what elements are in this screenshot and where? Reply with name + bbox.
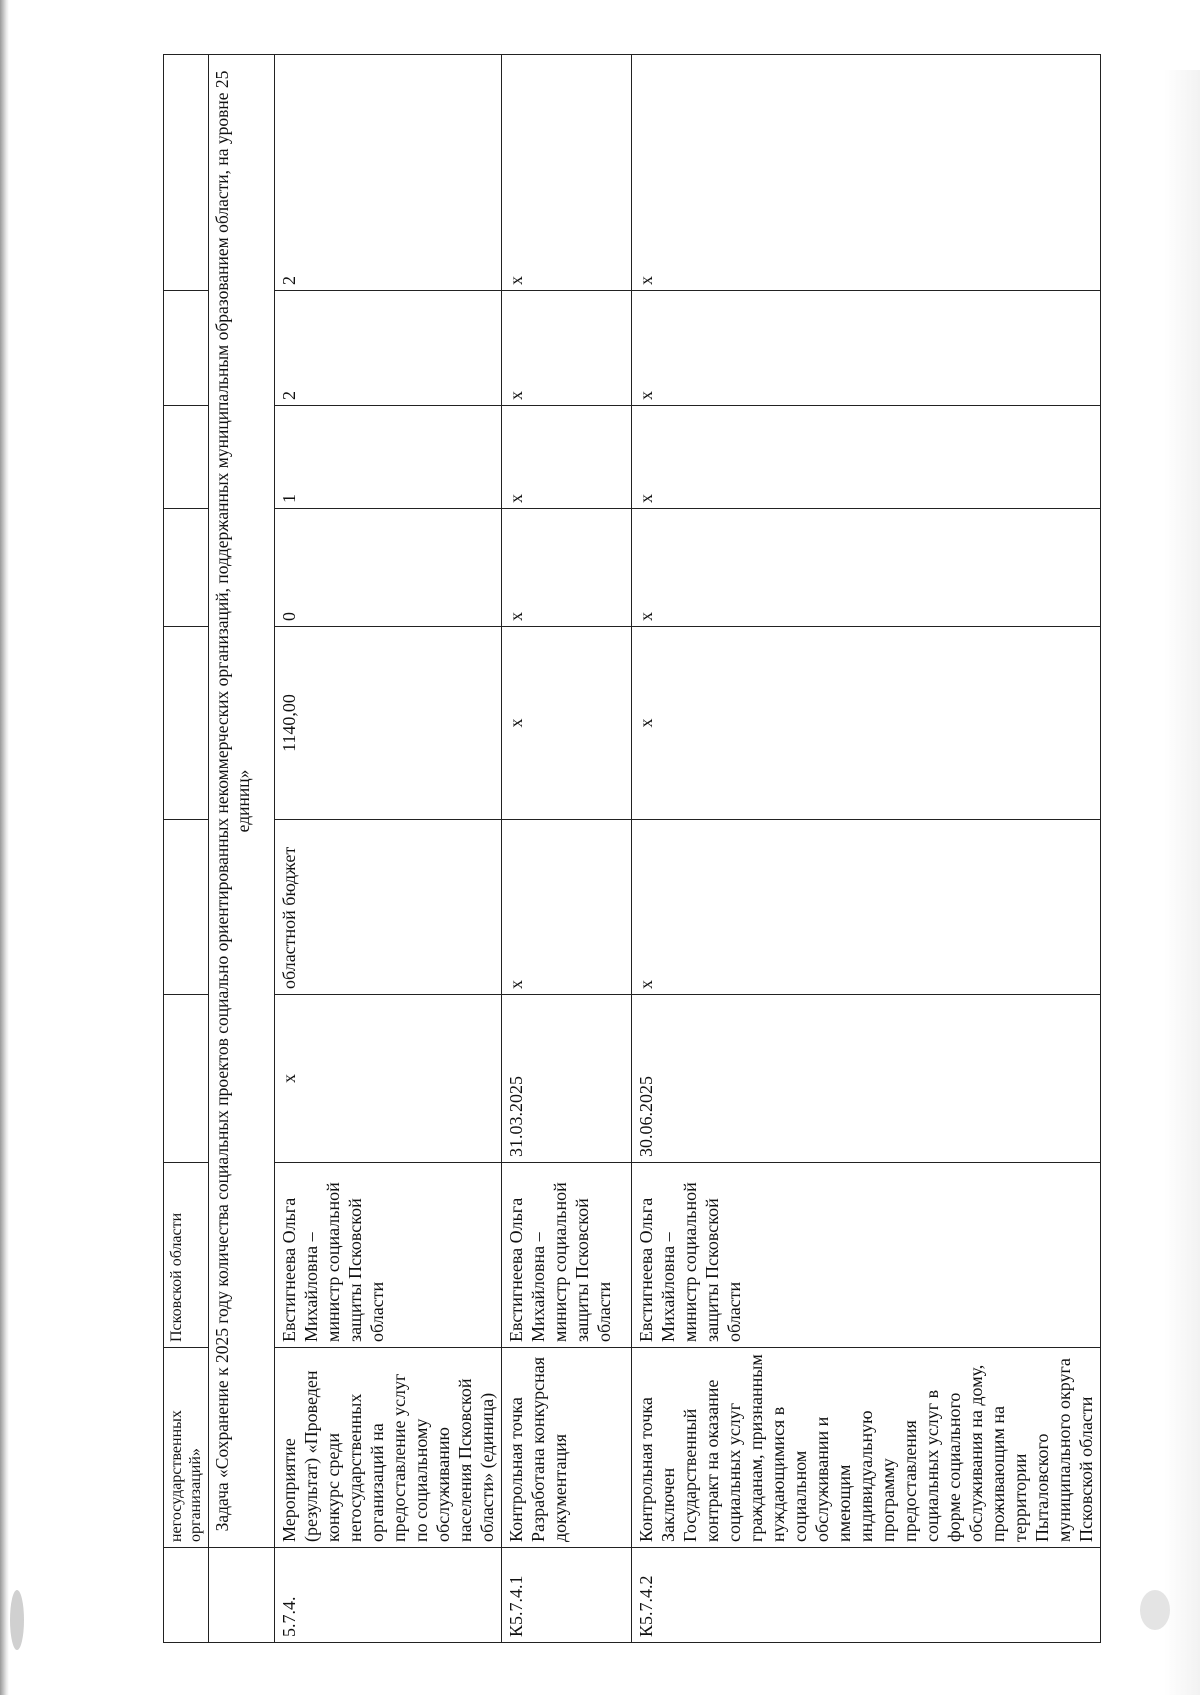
scan-speck [1140, 1590, 1170, 1630]
header-cell-v4 [164, 55, 209, 291]
task-row [209, 55, 275, 1643]
row-value-2: х [632, 406, 1101, 509]
row-number: 5.7.4. [275, 1548, 502, 1643]
row-value-3: х [632, 291, 1101, 406]
table-row [632, 55, 1101, 1643]
row-value-4: 2 [275, 55, 502, 291]
header-cell-responsible: Псковской области [164, 1163, 209, 1348]
row-source: х [502, 820, 632, 995]
header-cell-v2 [164, 406, 209, 509]
row-date: 31.03.2025 [502, 995, 632, 1163]
row-value-1: 0 [275, 509, 502, 627]
scan-edge-left [0, 0, 9, 1695]
row-number: К5.7.4.2 [632, 1548, 1101, 1643]
task-row-empty-cell [209, 1548, 275, 1643]
table-row [275, 55, 502, 1643]
row-value-2: х [502, 406, 632, 509]
row-date: х [275, 995, 502, 1163]
row-source: областной бюджет [275, 820, 502, 995]
row-responsible: Евстигнеева Ольга Михайловна – министр социальной защиты Псковской области [632, 1163, 1101, 1348]
header-cell-v1 [164, 509, 209, 627]
header-cell-num [164, 1548, 209, 1643]
row-value-1: х [502, 509, 632, 627]
row-name: Контрольная точка Заключен Государственный контракт на оказание социальных услуг гражданам, признанным нуждающимися в социальном обслуживании и имеющим индивидуальную программу предоставления социальных услуг в форме социального обслуживания на дому, проживающим на территории Пыталовского муниципального округа Псковской области [632, 1348, 1101, 1548]
row-value-4: х [502, 55, 632, 291]
row-date: 30.06.2025 [632, 995, 1101, 1163]
row-responsible: Евстигнеева Ольга Михайловна – министр социальной защиты Псковской области [502, 1163, 632, 1348]
header-cell-v3 [164, 291, 209, 406]
header-row [164, 55, 209, 1643]
row-value-2: 1 [275, 406, 502, 509]
row-value-4: х [632, 55, 1101, 291]
row-amount: 1140,00 [275, 627, 502, 820]
row-number: К5.7.4.1 [502, 1548, 632, 1643]
row-value-3: х [502, 291, 632, 406]
row-source: х [632, 820, 1101, 995]
table-row [502, 55, 632, 1643]
header-cell-source [164, 820, 209, 995]
row-name: Контрольная точка Разработана конкурсная документация [502, 1348, 632, 1548]
rotated-table-container [163, 55, 1096, 1643]
header-cell-date [164, 995, 209, 1163]
program-table [163, 54, 1101, 1643]
row-value-3: 2 [275, 291, 502, 406]
row-amount: х [502, 627, 632, 820]
row-value-1: х [632, 509, 1101, 627]
row-amount: х [632, 627, 1101, 820]
scan-edge-right [1164, 70, 1200, 1695]
task-text: Задача «Сохранение к 2025 году количества социальных проектов социально ориентированных некоммерческих организаций, поддержанных муниципальным образованием области, на уровне 25 единиц» [209, 55, 275, 1548]
row-name: Мероприятие (результат) «Проведен конкурс среди негосударственных организаций на предоставление услуг по социальному обслуживанию населения Псковской области» (единица) [275, 1348, 502, 1548]
header-cell-name: негосударственных организаций» [164, 1348, 209, 1548]
header-cell-amount [164, 627, 209, 820]
scan-speck [10, 1590, 24, 1650]
row-responsible: Евстигнеева Ольга Михайловна – министр социальной защиты Псковской области [275, 1163, 502, 1348]
